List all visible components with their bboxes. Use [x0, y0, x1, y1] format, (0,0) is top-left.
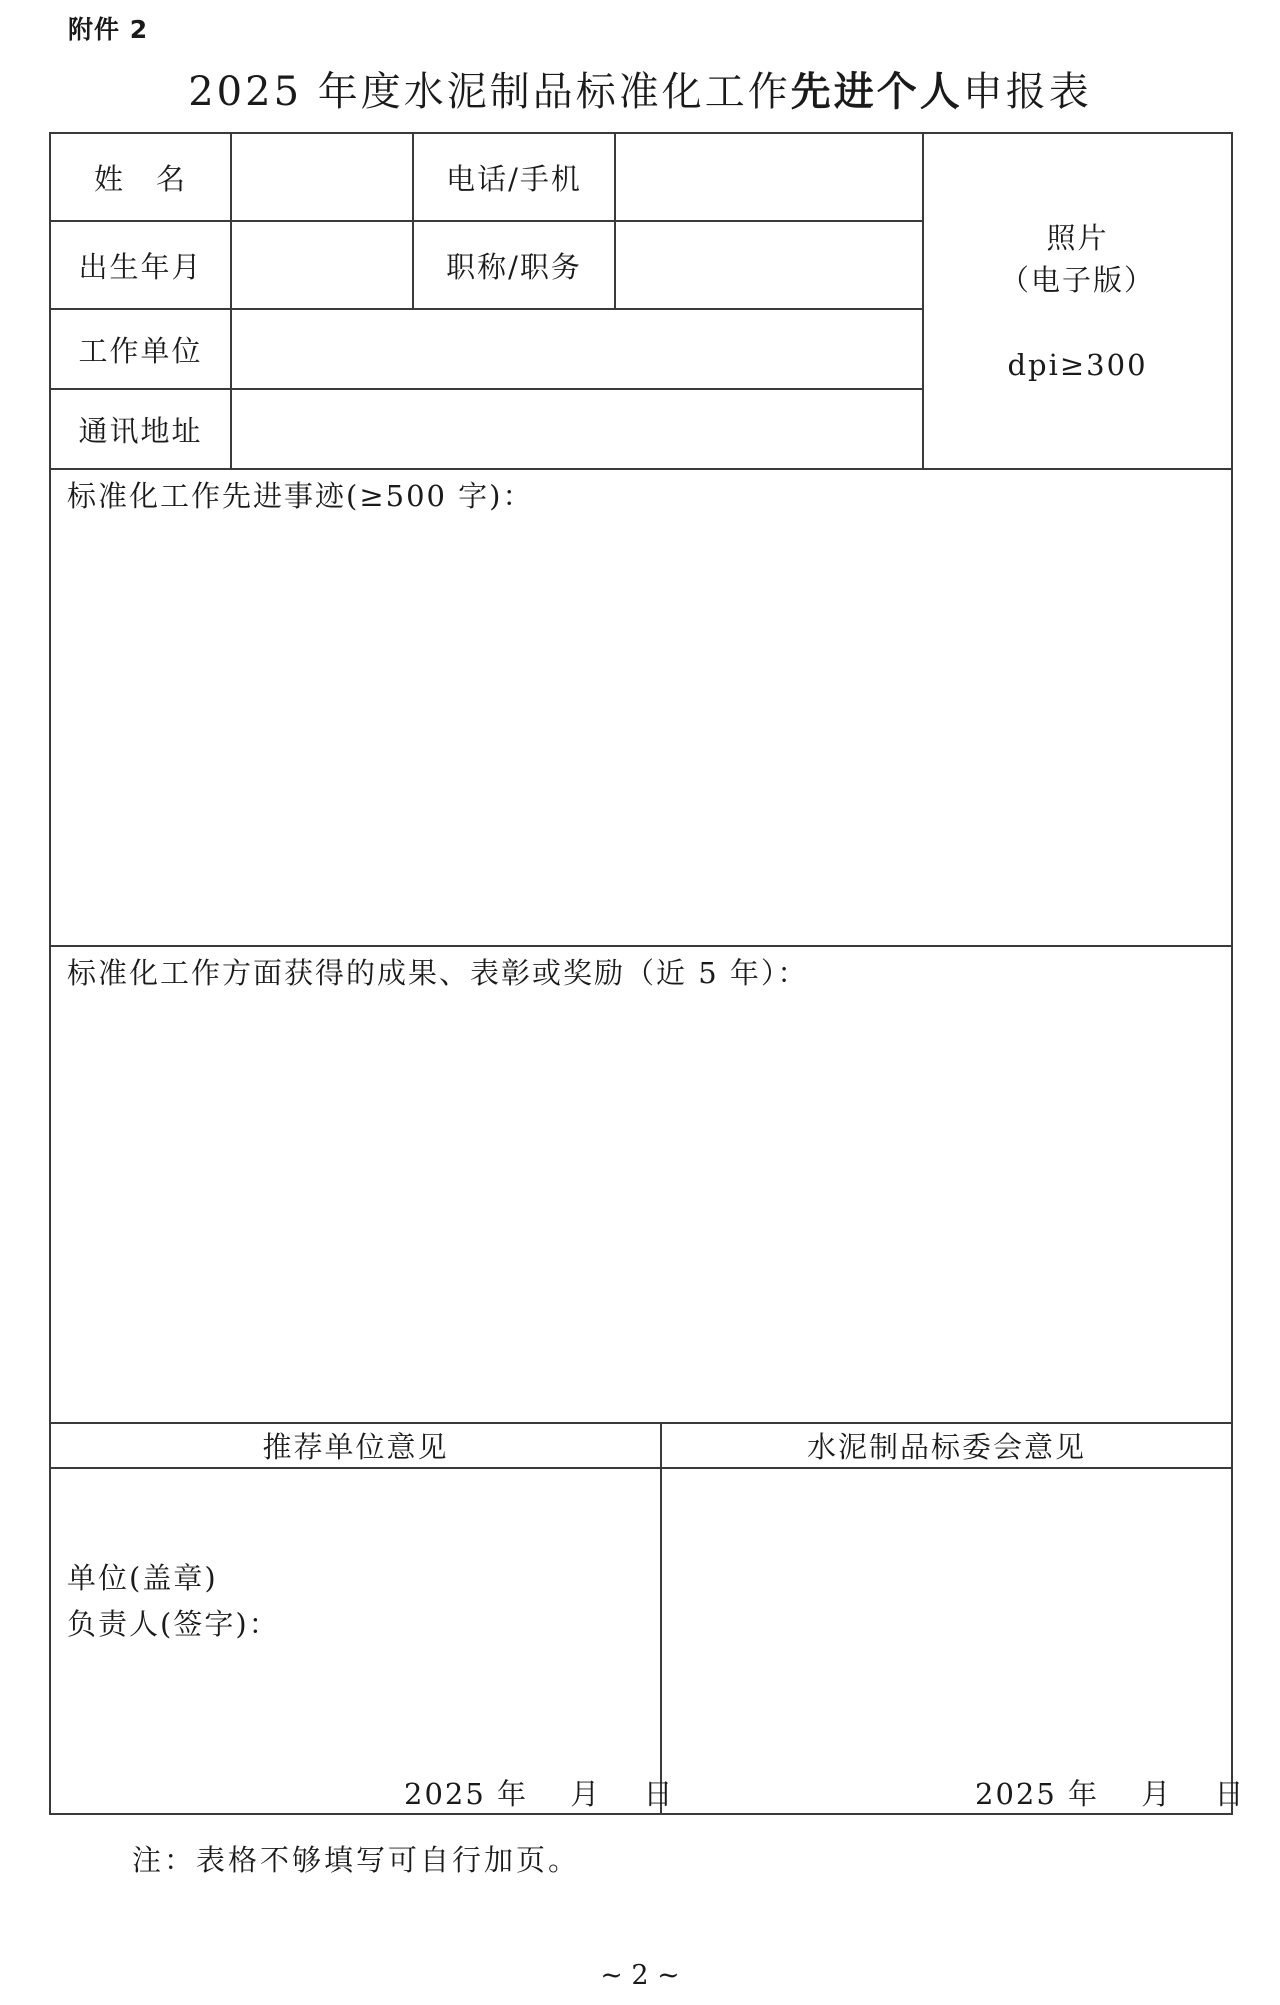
title-prefix: 2025 年度水泥制品标准化工作 [188, 69, 791, 115]
row-divider-5 [49, 945, 1233, 947]
title-suffix: 申报表 [962, 69, 1092, 115]
deeds-text-area[interactable] [51, 520, 1231, 945]
phone-value-cell[interactable] [616, 134, 922, 220]
table-border-right [1231, 132, 1233, 1815]
attachment-label: 附件 2 [68, 15, 149, 44]
birth-value-cell[interactable] [232, 222, 412, 308]
committee-opinion-header: 水泥制品标委会意见 [806, 1430, 1086, 1464]
photo-label: 照片 [1046, 221, 1109, 255]
birth-label: 出生年月 [78, 249, 203, 284]
photo-format-note: （电子版） [999, 263, 1155, 297]
name-label: 姓 名 [93, 161, 187, 196]
title-emphasis: 先进个人 [790, 68, 963, 115]
col-divider-opinions [660, 1422, 662, 1815]
employer-label: 工作单位 [78, 333, 203, 368]
footnote: 注：表格不够填写可自行加页。 [132, 1843, 581, 1877]
page-number: ~ 2 ~ [600, 1960, 680, 1991]
job-title-label: 职称/职务 [446, 249, 582, 284]
unit-seal-label: 单位(盖章) [67, 1561, 218, 1595]
recommender-opinion-header: 推荐单位意见 [262, 1430, 449, 1464]
committee-date: 2025 年 月 日 [975, 1777, 1246, 1811]
table-border-bottom [49, 1813, 1233, 1815]
photo-resolution-note: dpi≥300 [1007, 348, 1148, 382]
row-divider-7 [49, 1467, 1233, 1469]
address-label: 通讯地址 [78, 413, 203, 448]
job-title-value-cell[interactable] [616, 222, 922, 308]
achievements-section-label: 标准化工作方面获得的成果、表彰或奖励（近 5 年）： [67, 956, 809, 990]
achievements-text-area[interactable] [51, 997, 1231, 1422]
signer-label: 负责人(签字)： [67, 1607, 280, 1641]
name-value-cell[interactable] [232, 134, 412, 220]
form-title [0, 60, 1280, 117]
address-value-cell[interactable] [232, 390, 922, 468]
row-divider-4 [49, 468, 1233, 470]
deeds-section-label: 标准化工作先进事迹(≥500 字)： [67, 479, 534, 513]
recommender-date: 2025 年 月 日 [404, 1777, 675, 1811]
employer-value-cell[interactable] [232, 310, 922, 388]
phone-label: 电话/手机 [446, 161, 582, 196]
photo-cell[interactable] [924, 134, 1231, 468]
